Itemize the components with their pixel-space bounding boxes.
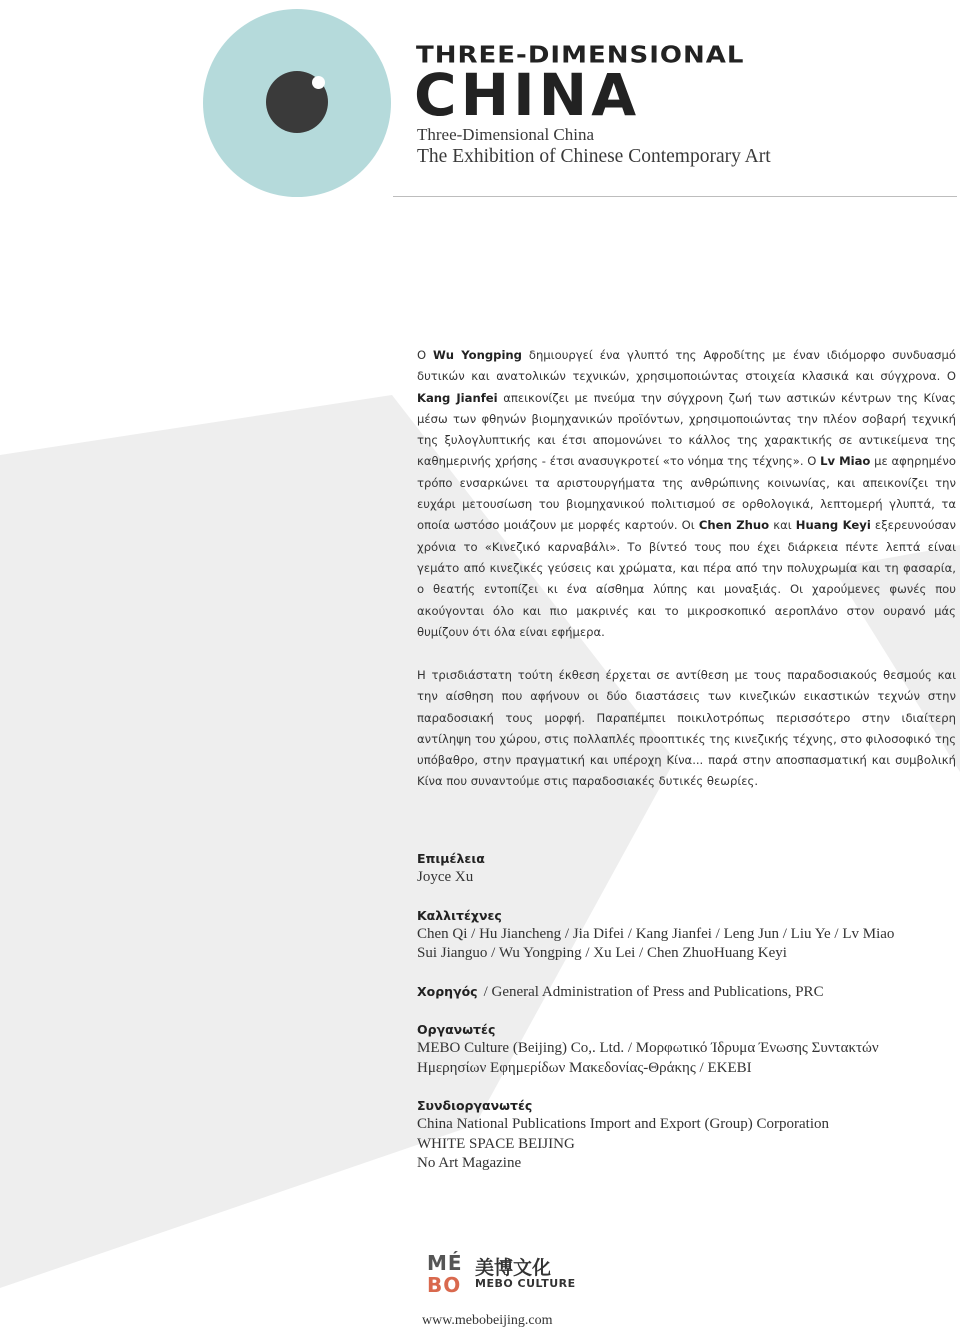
organizers-line2: Ημερησίων Εφημερίδων Μακεδονίας-Θράκης / ΕΚΕΒΙ	[417, 1059, 752, 1076]
credit-sponsor	[417, 982, 957, 1003]
credit-organizers	[417, 1020, 957, 1078]
mebo-logo-english: MEBO CULTURE	[475, 1277, 576, 1290]
artist-name: Chen Zhuo	[698, 518, 770, 533]
credit-curator	[417, 849, 957, 888]
credit-coorganizers	[417, 1096, 957, 1174]
logo-title-line2: CHINA	[414, 61, 641, 129]
eye-logo-glint	[312, 76, 325, 89]
subtitle-exhibition: The Exhibition of Chinese Contemporary Art	[417, 146, 771, 167]
organizers-line1: MEBO Culture (Beijing) Co,. Ltd. / Μορφωτικό Ίδρυμα Ένωσης Συντακτών	[417, 1040, 879, 1056]
mebo-logo-me: MÉ	[427, 1251, 463, 1275]
curator-value: Joyce Xu	[417, 869, 474, 885]
sponsor-label: Χορηγός	[417, 983, 478, 999]
mebo-logo-chinese: 美博文化	[475, 1257, 552, 1279]
artists-line1: Chen Qi / Hu Jiancheng / Jia Difei / Kang Jianfei / Leng Jun / Liu Ye / Lv Miao	[417, 925, 895, 942]
artist-name: Lv Miao	[820, 454, 871, 469]
coorganizer-3: No Art Magazine	[417, 1155, 522, 1171]
subtitle-english: Three-Dimensional China	[417, 125, 595, 144]
sponsor-value: / General Administration of Press and Publications, PRC	[483, 983, 824, 1000]
body-paragraph-exhibition: Η τρισδιάστατη τούτη έκθεση έρχεται σε αντίθεση με τους παραδοσιακούς θεσμούς και την αίσθηση που αφήνουν οι δύο διαστάσεις των κινεζικών εικαστικών τεχνών στην παραδοσιακή τους μορφή. Παραπέμπει ποικιλοτρόπως περισσότερο στην ιδιαίτερη αντίληψη του χώρου, στις πολλαπλές προοπτικές της κινεζικής τέχνης, στο φιλοσοφικό της υπόβαθρο, στην πραγματική και υπέροχη Κίνα... παρά στην αποσπασματική και συμβολική Κίνα που συναντούμε στις παραδοσιακές δυτικές θεωρίες.	[417, 668, 956, 789]
artist-name: Wu Yongping	[433, 348, 522, 362]
artist-name: Huang Keyi	[795, 518, 871, 533]
mebo-logo-bo: BO	[427, 1273, 462, 1297]
organizers-label: Οργανωτές	[417, 1022, 496, 1037]
coorganizer-1: China National Publications Import and Export (Group) Corporation	[417, 1116, 830, 1132]
coorganizer-2: WHITE SPACE BEIJING	[417, 1135, 575, 1152]
credit-artists	[417, 906, 957, 964]
header-divider	[393, 196, 957, 197]
artists-line2: Sui Jianguo / Wu Yongping / Xu Lei / Chen ZhuoHuang Keyi	[417, 945, 787, 961]
credits-section	[417, 849, 957, 1192]
logo-title-line1: THREE-DIMENSIONAL	[416, 42, 745, 69]
artist-name: Kang Jianfei	[417, 390, 498, 405]
body-paragraph-artists: Ο Wu Yongping δημιουργεί ένα γλυπτό της Αφροδίτης με έναν ιδιόμορφο συνδυασμό δυτικών και ανατολικών τεχνικών, χρησιμοποιώντας στοιχεία κλασικά και σύγχρονα. Ο Kang Jianfei απεικονίζει με πνεύμα την σύγχρονη ζωή των αστικών κέντρων της Κίνας μέσω των φθηνών βιομηχανικών προϊόντων, χρησιμοποιώντας την πλέον σοβαρή τεχνική της ξυλογλυπτικής και έτσι απομονώνει το κάλλος της χαρακτικής σε αντικείμενα της καθημερινής χρήσης - έτσι ανασυγκροτεί «το νόημα της τέχνης». Ο Lv Miao με αφηρημένο τρόπο ενσαρκώνει τα αριστουργήματα της ανθρώπινης κοινωνίας, και απεικονίζει την ευχάρι μετουσίωση του βιομηχανικού πολιτισμού σε ορθολογικά, λεπτομερή γλυπτά, τα οποία ωστόσο μοιάζουν με μορφές καρτούν. Οι Chen Zhuo και Huang Keyi εξερευνούσαν χρόνια το «Κινεζικό καρναβάλι». Το βίντεό τους που έχει διάρκεια πέντε λεπτά είναι γεμάτο από κινεζικές γεύσεις και χρώματα, και πέρα από την πολυχρωμία και τη φασαρία, ο θεατής εντοπίζει κι ένα αίσθημα λύπης και μοναξιάς. Οι χαρούμενες φωνές που ακούγονται όλο και πιο μακρινές και το μικροσκοπικό αεροπλάνο στον ουρανό μάς θυμίζουν ότι όλα είναι εφήμερα.	[417, 348, 957, 639]
website-link[interactable]: www.mebobeijing.com	[422, 1313, 553, 1328]
curator-label: Επιμέλεια	[417, 851, 485, 866]
artists-label: Καλλιτέχνες	[417, 907, 502, 923]
coorganizers-label: Συνδιοργανωτές	[417, 1098, 533, 1113]
